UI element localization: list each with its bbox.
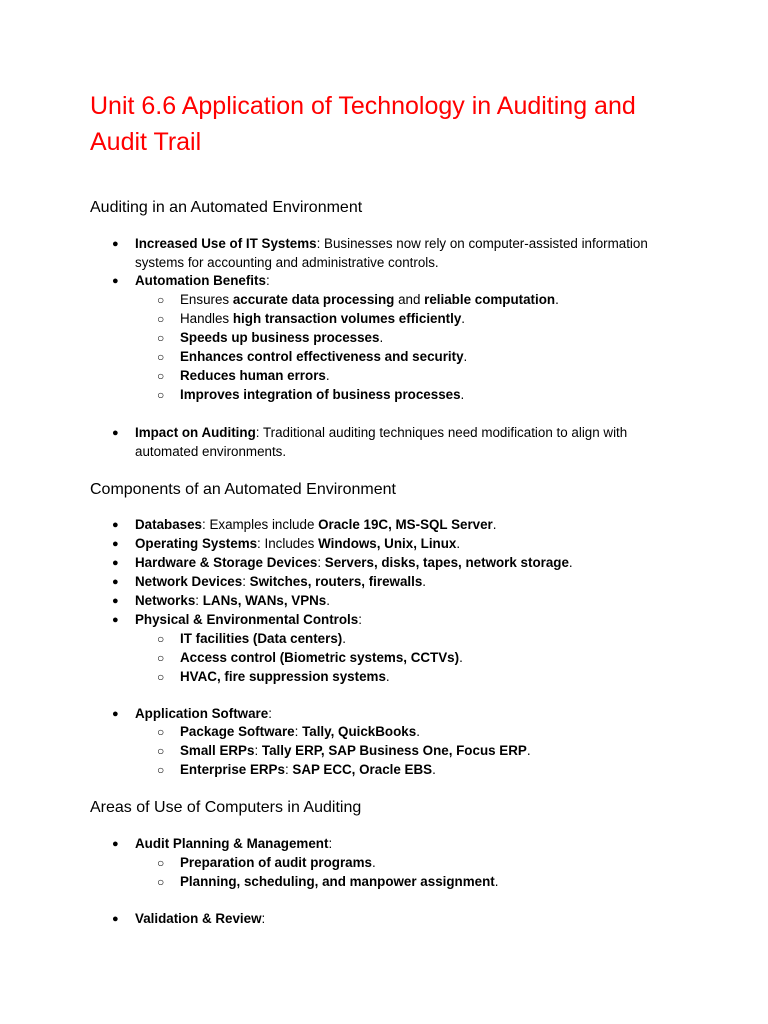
text-run: .: [326, 593, 330, 608]
text-run: .: [456, 536, 461, 551]
text-run: .: [342, 631, 346, 646]
text-run: Ensures: [180, 292, 233, 307]
text-run: .: [461, 311, 466, 326]
sub-list-item: [180, 742, 531, 761]
bold-text: LANs, WANs, VPNs: [202, 593, 327, 608]
bold-text: Improves integration of business processes: [180, 387, 461, 402]
bold-text: Hardware & Storage Devices: [135, 555, 318, 570]
bullet-icon: ●: [112, 557, 119, 569]
bullet-icon: ●: [112, 427, 119, 439]
circle-bullet-icon: ○: [157, 312, 165, 326]
text-run: :: [268, 706, 272, 721]
bold-text: Enterprise ERPs: [180, 762, 285, 777]
sub-list-item: [180, 386, 464, 405]
bullet-icon: ●: [112, 576, 119, 588]
text-run: : Examples include: [202, 517, 319, 532]
circle-bullet-icon: ○: [157, 331, 165, 345]
text-run: .: [385, 669, 390, 684]
circle-bullet-icon: ○: [157, 763, 165, 777]
text-run: and: [394, 292, 425, 307]
bold-text: Validation & Review: [135, 911, 262, 926]
text-run: :: [261, 911, 266, 926]
bold-text: Increased Use of IT Systems: [135, 236, 317, 251]
bullet-icon: ●: [112, 238, 119, 250]
text-run: :: [284, 762, 293, 777]
bold-text: IT facilities (Data centers): [180, 631, 343, 646]
bold-text: Switches, routers, firewalls: [249, 574, 423, 589]
bold-text: Enhances control effectiveness and security: [180, 349, 464, 364]
list-item-text: [135, 573, 426, 592]
sub-list-item: [180, 668, 390, 687]
bold-text: Small ERPs: [180, 743, 255, 758]
sub-list-item: [180, 630, 346, 649]
text-run: .: [463, 349, 468, 364]
bold-text: Networks: [135, 593, 196, 608]
list-item-text: [135, 910, 265, 929]
bold-text: Network Devices: [135, 574, 243, 589]
bold-text: reliable computation: [424, 292, 556, 307]
list-item-text: [135, 443, 286, 462]
bold-text: SAP ECC, Oracle EBS: [292, 762, 433, 777]
text-run: .: [460, 387, 465, 402]
bullet-icon: ●: [112, 595, 119, 607]
text-run: .: [568, 555, 573, 570]
bold-text: accurate data processing: [232, 292, 395, 307]
text-run: .: [325, 368, 330, 383]
text-run: :: [265, 273, 270, 288]
text-run: : Traditional auditing techniques need modification to align with: [255, 425, 628, 440]
sub-list-item: [180, 367, 330, 386]
text-run: .: [526, 743, 531, 758]
circle-bullet-icon: ○: [157, 744, 165, 758]
text-run: :: [317, 555, 325, 570]
bold-text: Access control (Biometric systems, CCTVs): [180, 650, 460, 665]
sub-list-item: [180, 761, 436, 780]
circle-bullet-icon: ○: [157, 875, 165, 889]
text-run: :: [358, 612, 362, 627]
text-run: : Includes: [257, 536, 319, 551]
list-item-text: [135, 535, 460, 554]
bold-text: Databases: [135, 517, 202, 532]
text-run: .: [379, 330, 384, 345]
bold-text: Package Software: [180, 724, 295, 739]
text-run: .: [459, 650, 463, 665]
bullet-icon: ●: [112, 538, 119, 550]
text-run: .: [422, 574, 427, 589]
list-item-text: [135, 235, 648, 254]
text-run: .: [416, 724, 420, 739]
section-heading: Components of an Automated Environment: [90, 481, 396, 498]
sub-list-item: [180, 291, 559, 310]
list-item-text: [135, 272, 270, 291]
bold-text: Application Software: [135, 706, 269, 721]
bullet-icon: ●: [112, 519, 119, 531]
bold-text: Tally, QuickBooks: [302, 724, 417, 739]
text-run: : Businesses now rely on computer-assisted information: [316, 236, 648, 251]
bullet-icon: ●: [112, 708, 119, 720]
section-heading: Auditing in an Automated Environment: [90, 199, 363, 216]
text-run: .: [492, 517, 497, 532]
bold-text: Impact on Auditing: [135, 425, 256, 440]
text-run: :: [242, 574, 250, 589]
bold-text: Oracle 19C, MS-SQL Server: [318, 517, 493, 532]
bold-text: Speeds up business processes: [180, 330, 380, 345]
sub-list-item: [180, 329, 383, 348]
circle-bullet-icon: ○: [157, 670, 165, 684]
text-run: automated environments.: [135, 444, 287, 459]
text-run: .: [371, 855, 376, 870]
text-run: :: [294, 724, 303, 739]
sub-list-item: [180, 873, 498, 892]
text-run: Handles: [180, 311, 233, 326]
text-run: .: [432, 762, 436, 777]
list-item-text: [135, 835, 332, 854]
bold-text: Physical & Environmental Controls: [135, 612, 359, 627]
list-item-text: [135, 611, 362, 630]
list-item-text: [135, 424, 627, 443]
text-run: systems for accounting and administrative controls.: [135, 255, 439, 270]
bullet-icon: ●: [112, 913, 119, 925]
circle-bullet-icon: ○: [157, 293, 165, 307]
circle-bullet-icon: ○: [157, 725, 165, 739]
bold-text: Planning, scheduling, and manpower assignment: [180, 874, 495, 889]
circle-bullet-icon: ○: [157, 856, 165, 870]
circle-bullet-icon: ○: [157, 388, 165, 402]
bold-text: Audit Planning & Management: [135, 836, 329, 851]
bold-text: Tally ERP, SAP Business One, Focus ERP: [261, 743, 527, 758]
circle-bullet-icon: ○: [157, 350, 165, 364]
list-item-text: [135, 554, 573, 573]
bold-text: Preparation of audit programs: [180, 855, 372, 870]
bold-text: high transaction volumes efficiently: [232, 311, 462, 326]
text-run: .: [555, 292, 559, 307]
sub-list-item: [180, 854, 376, 873]
bullet-icon: ●: [112, 614, 119, 626]
sub-list-item: [180, 723, 420, 742]
page-title: Unit 6.6 Application of Technology in Auditing and Audit Trail: [90, 92, 636, 156]
bold-text: Servers, disks, tapes, network storage: [324, 555, 569, 570]
list-item-text: [135, 705, 272, 724]
bullet-icon: ●: [112, 275, 119, 287]
bold-text: Windows, Unix, Linux: [318, 536, 457, 551]
text-run: :: [328, 836, 333, 851]
bold-text: Automation Benefits: [135, 273, 266, 288]
sub-list-item: [180, 348, 467, 367]
section-heading: Areas of Use of Computers in Auditing: [90, 799, 362, 816]
bold-text: Reduces human errors: [180, 368, 326, 383]
text-run: :: [195, 593, 203, 608]
bullet-icon: ●: [112, 838, 119, 850]
list-item-text: [135, 254, 439, 273]
list-item-text: [135, 516, 497, 535]
sub-list-item: [180, 649, 463, 668]
bold-text: HVAC, fire suppression systems: [180, 669, 386, 684]
sub-list-item: [180, 310, 465, 329]
circle-bullet-icon: ○: [157, 651, 165, 665]
circle-bullet-icon: ○: [157, 632, 165, 646]
bold-text: Operating Systems: [135, 536, 258, 551]
circle-bullet-icon: ○: [157, 369, 165, 383]
list-item-text: [135, 592, 330, 611]
text-run: .: [494, 874, 499, 889]
text-run: :: [254, 743, 262, 758]
